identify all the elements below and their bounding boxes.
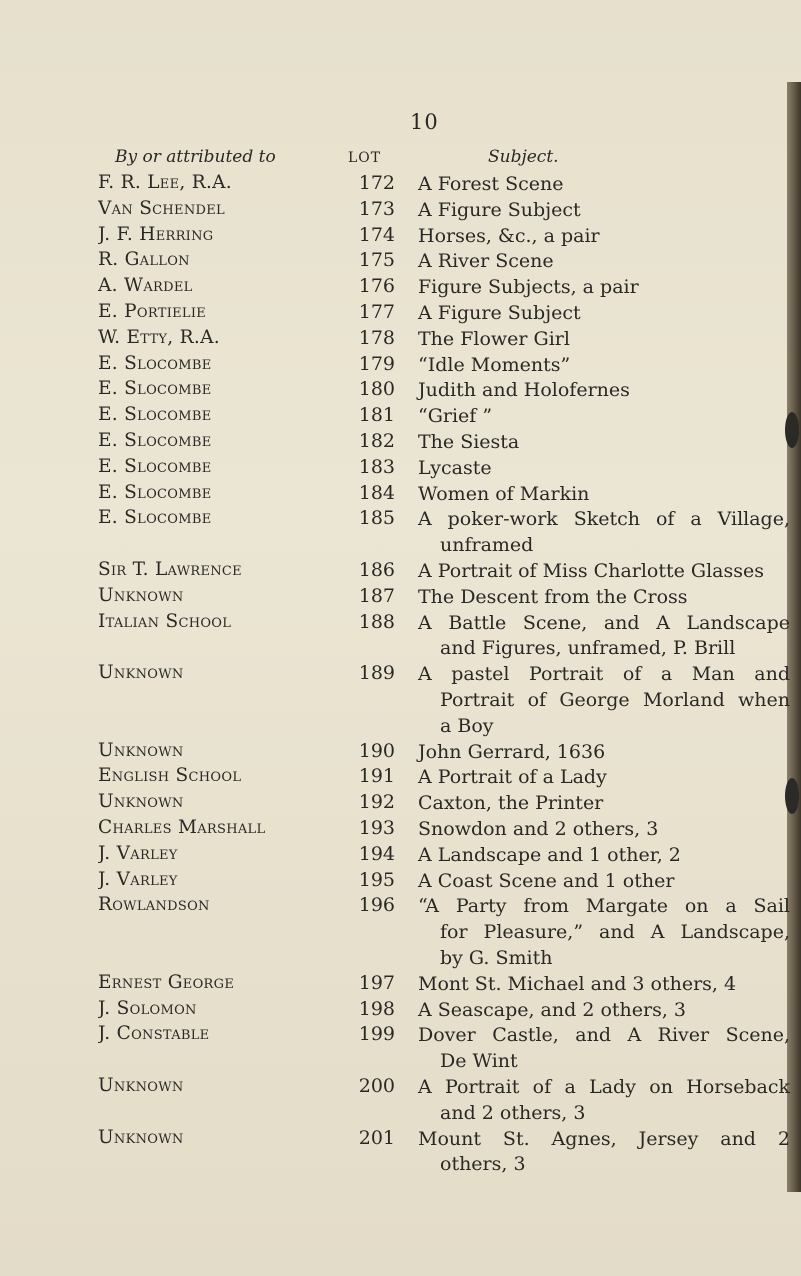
subject-line: The Descent from the Cross — [418, 585, 688, 608]
artist-name — [98, 765, 348, 786]
subject-line: A Seascape, and 2 others, 3 — [418, 998, 687, 1021]
artist-name — [98, 843, 348, 864]
artist-name — [98, 378, 348, 399]
subject-line: Snowdon and 2 others, 3 — [418, 818, 659, 840]
subject-text — [418, 998, 790, 1024]
artist-name — [98, 817, 348, 838]
lot-number: 185 — [358, 507, 395, 530]
subject-text — [418, 482, 790, 508]
artist-text: J. F. Herring — [98, 223, 214, 245]
subject-line: Lycaste — [418, 456, 492, 479]
artist-text: J. Constable — [98, 1023, 210, 1045]
artist-text: E. Slocombe — [98, 404, 212, 426]
artist-name — [98, 869, 348, 890]
lot-number: 182 — [358, 430, 395, 452]
subject-line: Caxton, the Printer — [418, 792, 604, 815]
subject-text — [418, 275, 790, 301]
subject-line: Women of Markin — [418, 482, 590, 505]
subject-line: “Grief ” — [418, 405, 493, 428]
subject-line: A poker-work Sketch of a Village, — [418, 508, 790, 531]
lot-number: 199 — [358, 1023, 395, 1046]
artist-name — [98, 1075, 348, 1096]
artist-name — [98, 327, 348, 348]
lot-number: 195 — [358, 868, 395, 891]
lot-number: 194 — [358, 842, 395, 865]
artist-name — [98, 740, 348, 761]
subject-text — [418, 1075, 790, 1127]
subject-line: A pastel Portrait of a Man and — [418, 663, 790, 686]
lot-number: 201 — [358, 1126, 395, 1149]
artist-text: E. Portielie — [98, 301, 207, 322]
artist-text: E. Slocombe — [98, 507, 212, 529]
artist-name — [98, 430, 348, 451]
subject-line: and Figures, unframed, P. Brill — [440, 637, 736, 660]
artist-text: Unknown — [98, 1126, 184, 1148]
lot-number: 181 — [358, 404, 395, 427]
lot-number: 172 — [358, 172, 395, 194]
artist-text: J. Varley — [98, 842, 178, 864]
subject-text — [418, 1023, 790, 1075]
subject-line: Mont St. Michael and 3 others, 4 — [418, 972, 737, 995]
lot-number: 196 — [358, 894, 395, 917]
subject-text — [418, 224, 790, 250]
artist-text: W. Etty, R.A. — [98, 326, 220, 348]
lot-number: 183 — [358, 455, 395, 478]
subject-line: De Wint — [440, 1050, 518, 1073]
lot-number: 174 — [358, 223, 395, 246]
subject-text — [418, 301, 790, 327]
artist-name — [98, 353, 348, 374]
artist-name — [98, 1023, 348, 1044]
lot-number: 188 — [358, 610, 395, 633]
subject-text — [418, 198, 790, 224]
subject-text — [418, 404, 790, 430]
subject-text — [418, 869, 790, 895]
subject-line: John Gerrard, 1636 — [418, 740, 606, 763]
artist-text: Sir T. Lawrence — [98, 559, 242, 580]
artist-text: Unknown — [98, 791, 184, 813]
subject-line: Mount St. Agnes, Jersey and 2 — [418, 1127, 790, 1150]
lot-number: 180 — [358, 378, 395, 401]
subject-text — [418, 1127, 790, 1179]
artist-text: Ernest George — [98, 971, 235, 993]
subject-text — [418, 378, 790, 404]
artist-text: E. Slocombe — [98, 455, 212, 477]
artist-name — [98, 894, 348, 915]
artist-text: J. Solomon — [98, 997, 197, 1019]
artist-text: F. R. Lee, R.A. — [98, 172, 232, 193]
artist-text: Unknown — [98, 584, 184, 606]
subject-line: A Portrait of a Lady — [418, 766, 607, 789]
subject-line: Figure Subjects, a pair — [418, 276, 639, 299]
subject-line: Dover Castle, and A River Scene, — [418, 1024, 790, 1047]
lot-number: 184 — [358, 481, 395, 504]
artist-name — [98, 249, 348, 270]
subject-text — [418, 430, 790, 456]
artist-name — [98, 224, 348, 245]
lot-number: 177 — [358, 301, 395, 323]
lot-number: 197 — [358, 971, 395, 994]
subject-line: “Idle Moments” — [418, 353, 571, 376]
artist-text: Van Schendel — [98, 197, 225, 219]
artist-text: E. Slocombe — [98, 481, 212, 503]
subject-text — [418, 843, 790, 869]
artist-text: Unknown — [98, 739, 184, 761]
artist-name — [98, 482, 348, 503]
subject-text — [418, 559, 790, 585]
lot-number: 191 — [358, 765, 395, 788]
lot-number: 192 — [358, 791, 395, 814]
lot-number: 173 — [358, 197, 395, 220]
subject-line: Judith and Holofernes — [418, 379, 630, 402]
artist-text: E. Slocombe — [98, 430, 212, 451]
subject-text — [418, 765, 790, 791]
subject-text — [418, 353, 790, 379]
artist-name — [98, 275, 348, 296]
subject-line: A Battle Scene, and A Landscape — [418, 611, 790, 634]
subject-text — [418, 611, 790, 663]
artist-text: Charles Marshall — [98, 817, 266, 838]
subject-line: A River Scene — [418, 250, 554, 273]
subject-text — [418, 972, 790, 998]
page-number: 10 — [410, 110, 439, 134]
artist-name — [98, 611, 348, 632]
artist-text: R. Gallon — [98, 249, 190, 271]
subject-text — [418, 585, 790, 611]
subject-line: others, 3 — [440, 1153, 526, 1176]
subject-line: The Siesta — [418, 431, 520, 453]
artist-name — [98, 791, 348, 812]
subject-text — [418, 172, 790, 198]
lot-number: 186 — [358, 559, 395, 581]
artist-name — [98, 404, 348, 425]
subject-text — [418, 327, 790, 353]
artist-name — [98, 1127, 348, 1148]
subject-line: A Coast Scene and 1 other — [418, 869, 675, 892]
subject-line: A Forest Scene — [418, 173, 564, 195]
subject-line: by G. Smith — [440, 946, 553, 969]
artist-name — [98, 301, 348, 322]
lot-number: 178 — [358, 326, 395, 349]
lot-number: 200 — [358, 1075, 395, 1097]
artist-name — [98, 662, 348, 683]
subject-text — [418, 791, 790, 817]
subject-line: Portrait of George Morland when — [440, 688, 790, 711]
subject-text — [418, 456, 790, 482]
artist-text: Italian School — [98, 610, 232, 632]
artist-name — [98, 559, 348, 580]
artist-name — [98, 172, 348, 193]
artist-text: Unknown — [98, 662, 184, 684]
lot-number: 193 — [358, 817, 395, 839]
subject-line: A Figure Subject — [418, 302, 581, 324]
subject-line: A Portrait of Miss Charlotte Glasses — [418, 560, 765, 582]
artist-name — [98, 198, 348, 219]
subject-line: and 2 others, 3 — [440, 1101, 586, 1124]
header-subject: Subject. — [488, 147, 559, 167]
artist-name — [98, 585, 348, 606]
artist-text: English School — [98, 765, 242, 787]
subject-line: A Landscape and 1 other, 2 — [418, 843, 681, 866]
artist-name — [98, 972, 348, 993]
artist-text: Rowlandson — [98, 894, 210, 916]
subject-text — [418, 740, 790, 766]
lot-number: 190 — [358, 739, 395, 762]
artist-name — [98, 456, 348, 477]
lot-number: 175 — [358, 249, 395, 272]
subject-line: a Boy — [440, 714, 494, 737]
header-artist: By or attributed to — [115, 147, 276, 167]
artist-name — [98, 998, 348, 1019]
lot-number: 179 — [358, 352, 395, 375]
subject-line: Horses, &c., a pair — [418, 224, 600, 247]
artist-text: E. Slocombe — [98, 352, 212, 374]
subject-line: The Flower Girl — [418, 327, 570, 350]
subject-line: unframed — [440, 534, 534, 557]
lot-number: 187 — [358, 584, 395, 607]
subject-line: A Portrait of a Lady on Horseback — [418, 1076, 790, 1098]
subject-text — [418, 249, 790, 275]
subject-text — [418, 507, 790, 559]
artist-text: A. Wardel — [98, 275, 193, 297]
artist-text: E. Slocombe — [98, 378, 212, 400]
artist-text: J. Varley — [98, 868, 178, 890]
subject-line: for Pleasure,” and A Landscape, — [440, 921, 790, 944]
subject-text — [418, 894, 790, 971]
lot-number: 189 — [358, 662, 395, 685]
subject-text — [418, 662, 790, 739]
subject-text — [418, 817, 790, 843]
artist-text: Unknown — [98, 1075, 184, 1096]
subject-line: “A Party from Margate on a Sail — [418, 895, 790, 918]
lot-number: 176 — [358, 275, 395, 298]
subject-line: A Figure Subject — [418, 198, 581, 221]
header-lot: LOT — [348, 150, 382, 166]
lot-number: 198 — [358, 997, 395, 1020]
artist-name — [98, 507, 348, 528]
